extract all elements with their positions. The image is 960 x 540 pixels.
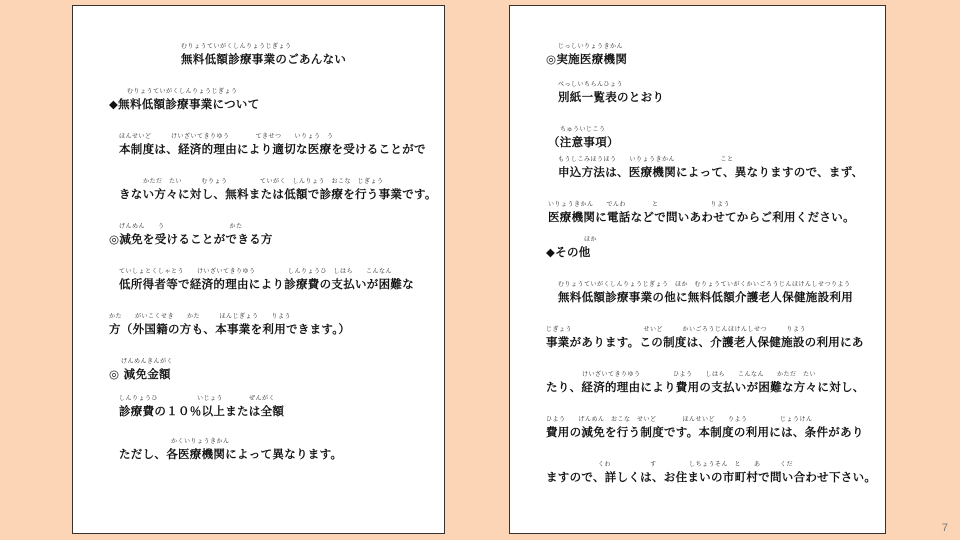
subheading: ◎実施医療機関 (546, 52, 628, 66)
furigana: いりょうきかん でんわ と りよう (548, 201, 731, 208)
furigana: ちゅういじこう (560, 126, 606, 133)
body-text: 費用の減免を行う制度です。本制度の利用には、条件があり (546, 425, 864, 439)
body-line (558, 81, 664, 105)
subheading: ◎ 減免金額 (109, 367, 171, 381)
body-line (119, 395, 284, 419)
title-line (181, 43, 346, 67)
body-text: 本制度は、経済的理由により適切な医療を受けることがで (119, 142, 426, 156)
furigana: げんめん う かた (119, 223, 243, 230)
body-text: きない方々に対し、無料または低額で診療を行う事業です。 (119, 187, 437, 201)
body-line (119, 178, 437, 202)
furigana: げんめんきんがく (121, 358, 174, 365)
furigana: むりょうていがくしんりょうじぎょう ほか むりょうていがくかいごろうじんほけんしせつりよう (558, 281, 851, 288)
body-text: 診療費の１０％以上または全額 (119, 404, 285, 418)
section-heading-line (546, 236, 597, 260)
body-line (546, 461, 876, 485)
furigana: かた がいこくせき かた ほんじぎょう りよう (109, 313, 292, 320)
subheading-line (546, 43, 627, 67)
furigana: ていしょとくしゃとう けいざいてきりゆう しんりょうひ しはら こんなん (119, 268, 393, 275)
furigana: むりょうていがくしんりょうじぎょう (127, 88, 238, 95)
body-line (558, 281, 853, 305)
furigana: もうしこみほうほう いりょうきかん こと (558, 156, 734, 163)
body-text: 申込方法は、医療機関によって、異なりますので、まず、 (558, 165, 864, 179)
furigana: かくいりょうきかん (171, 438, 230, 445)
slide-number: 7 (941, 522, 948, 534)
furigana: ほんせいど けいざいてきりゆう てきせつ いりょう う (119, 133, 334, 140)
body-text: 無料低額診療事業の他に無料低額介護老人保健施設利用 (558, 290, 853, 304)
subheading: （注意事項） (548, 135, 619, 149)
body-line (546, 416, 864, 440)
body-line (546, 371, 865, 395)
furigana: じっしいりょうきかん (558, 43, 624, 50)
furigana: むりょうていがくしんりょうじぎょう (181, 43, 292, 50)
furigana: ひよう げんめん おこな せいど ほんせいど りよう じょうけん (546, 416, 813, 423)
furigana: かただ たい むりょう ていがく しんりょう おこな じぎょう (143, 178, 384, 185)
body-text: 別紙一覧表のとおり (558, 90, 665, 104)
body-text: 方（外国籍の方も、本事業を利用できます。） (109, 322, 351, 336)
furigana: けいざいてきりゆう ひよう しはら こんなん かただ たい (582, 371, 817, 378)
body-line (548, 201, 855, 225)
page-title: 無料低額診療事業のごあんない (181, 52, 347, 66)
furigana: じぎょう せいど かいごろうじんほけんしせつ りよう (546, 326, 807, 333)
body-text: 低所得者等で経済的理由により診療費の支払いが困難な (119, 277, 414, 291)
subheading: ◎減免を受けることができる方 (109, 232, 273, 246)
body-line (546, 326, 864, 350)
section-heading: ◆無料低額診療事業について (109, 97, 260, 111)
body-line (119, 268, 414, 292)
body-line (119, 133, 426, 157)
furigana: ほか (584, 236, 598, 243)
body-line (558, 156, 863, 180)
body-text: たり、経済的理由により費用の支払いが困難な方々に対し、 (546, 380, 865, 394)
subheading-line (109, 223, 273, 247)
body-text: 医療機関に電話などで問いあわせてからご利用ください。 (548, 210, 855, 224)
furigana: くわ す しちょうそん と あ くだ (598, 461, 794, 468)
subheading-line (109, 358, 173, 382)
left-document-page (72, 5, 445, 534)
body-line (119, 438, 342, 462)
furigana: べっしいちらんひょう (558, 81, 624, 88)
section-heading-line (109, 88, 260, 112)
right-document-page (509, 5, 886, 534)
body-text: 事業があります。この制度は、介護老人保健施設の利用にあ (546, 335, 864, 349)
body-text: ますので、詳しくは、お住まいの市町村で問い合わせ下さい。 (546, 470, 877, 484)
subheading-line (548, 126, 619, 150)
furigana: しんりょうひ いじょう ぜんがく (119, 395, 276, 402)
section-heading: ◆その他 (546, 245, 591, 259)
body-line (109, 313, 350, 337)
body-text: ただし、各医療機関によって異なります。 (119, 447, 343, 461)
